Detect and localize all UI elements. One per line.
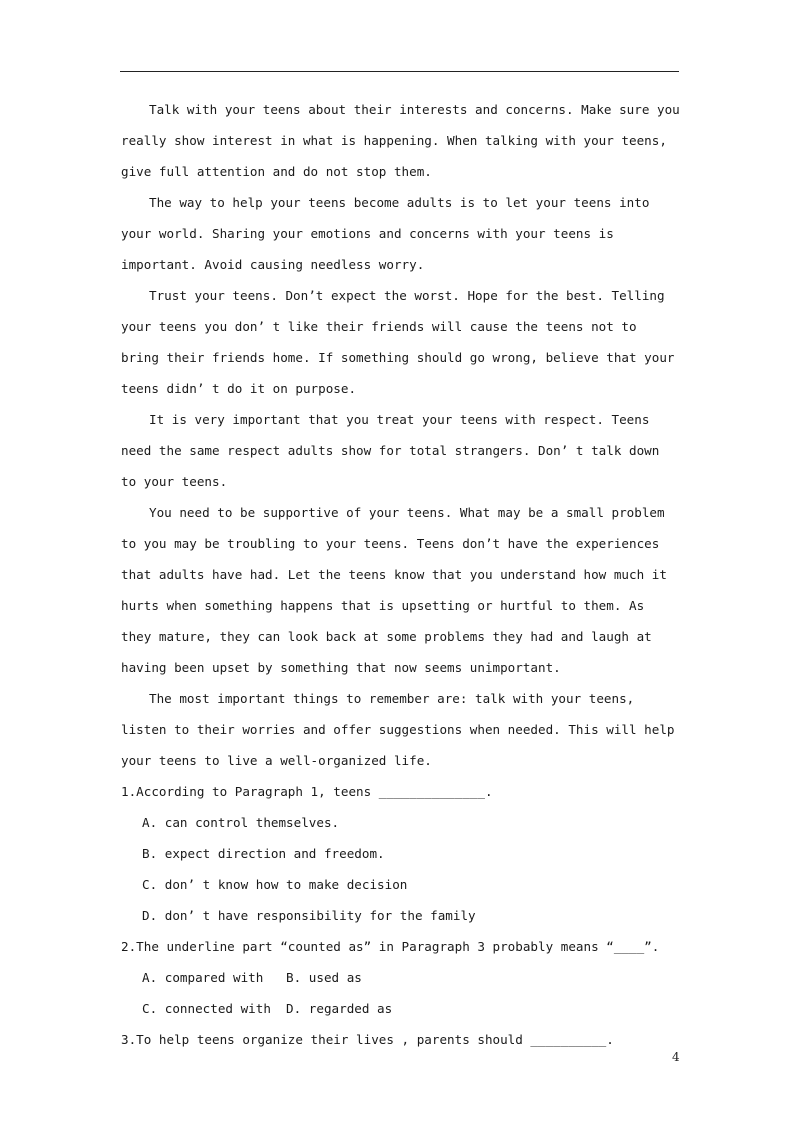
page-number: 4 xyxy=(672,1050,680,1064)
document-body xyxy=(121,94,681,1055)
question-1-option-b: B. expect direction and freedom. xyxy=(142,846,385,861)
question-2-stem: 2.The underline part “counted as” in Paragraph 3 probably means “____”. xyxy=(121,939,660,954)
question-1-stem: 1.According to Paragraph 1, teens ______________. xyxy=(121,784,493,799)
question-2-options-cd: C. connected with D. regarded as xyxy=(142,1001,393,1016)
paragraph-5: You need to be supportive of your teens. What may be a small problem to you may be troubling to your teens. Teens don’t have the experiences that adults have had. Let the teens know that you understand how much it hurts when something happens that is upsetting or hurtful to them. As they mature, they can look back at some problems they had and laugh at having been upset by something that now seems unimportant. xyxy=(121,505,667,675)
paragraph-2: The way to help your teens become adults is to let your teens into your world. Sharing your emotions and concerns with your teens is important. Avoid causing needless worry. xyxy=(121,195,650,272)
question-2-options-ab: A. compared with B. used as xyxy=(142,970,362,985)
question-1-option-a: A. can control themselves. xyxy=(142,815,340,830)
question-3-stem: 3.To help teens organize their lives , parents should __________. xyxy=(121,1032,614,1047)
question-1-option-d: D. don’ t have responsibility for the family xyxy=(142,908,476,923)
header-rule xyxy=(120,71,679,72)
paragraph-1: Talk with your teens about their interests and concerns. Make sure you really show interest in what is happening. When talking with your teens, give full attention and do not stop them. xyxy=(121,102,680,179)
question-1-option-c: C. don’ t know how to make decision xyxy=(142,877,408,892)
paragraph-6: The most important things to remember are: talk with your teens, listen to their worries and offer suggestions when needed. This will help your teens to live a well-organized life. xyxy=(121,691,675,768)
paragraph-3: Trust your teens. Don’t expect the worst. Hope for the best. Telling your teens you don’ t like their friends will cause the teens not to bring their friends home. If something should go wrong, believe that your teens didn’ t do it on purpose. xyxy=(121,288,675,396)
paragraph-4: It is very important that you treat your teens with respect. Teens need the same respect adults show for total strangers. Don’ t talk down to your teens. xyxy=(121,412,660,489)
